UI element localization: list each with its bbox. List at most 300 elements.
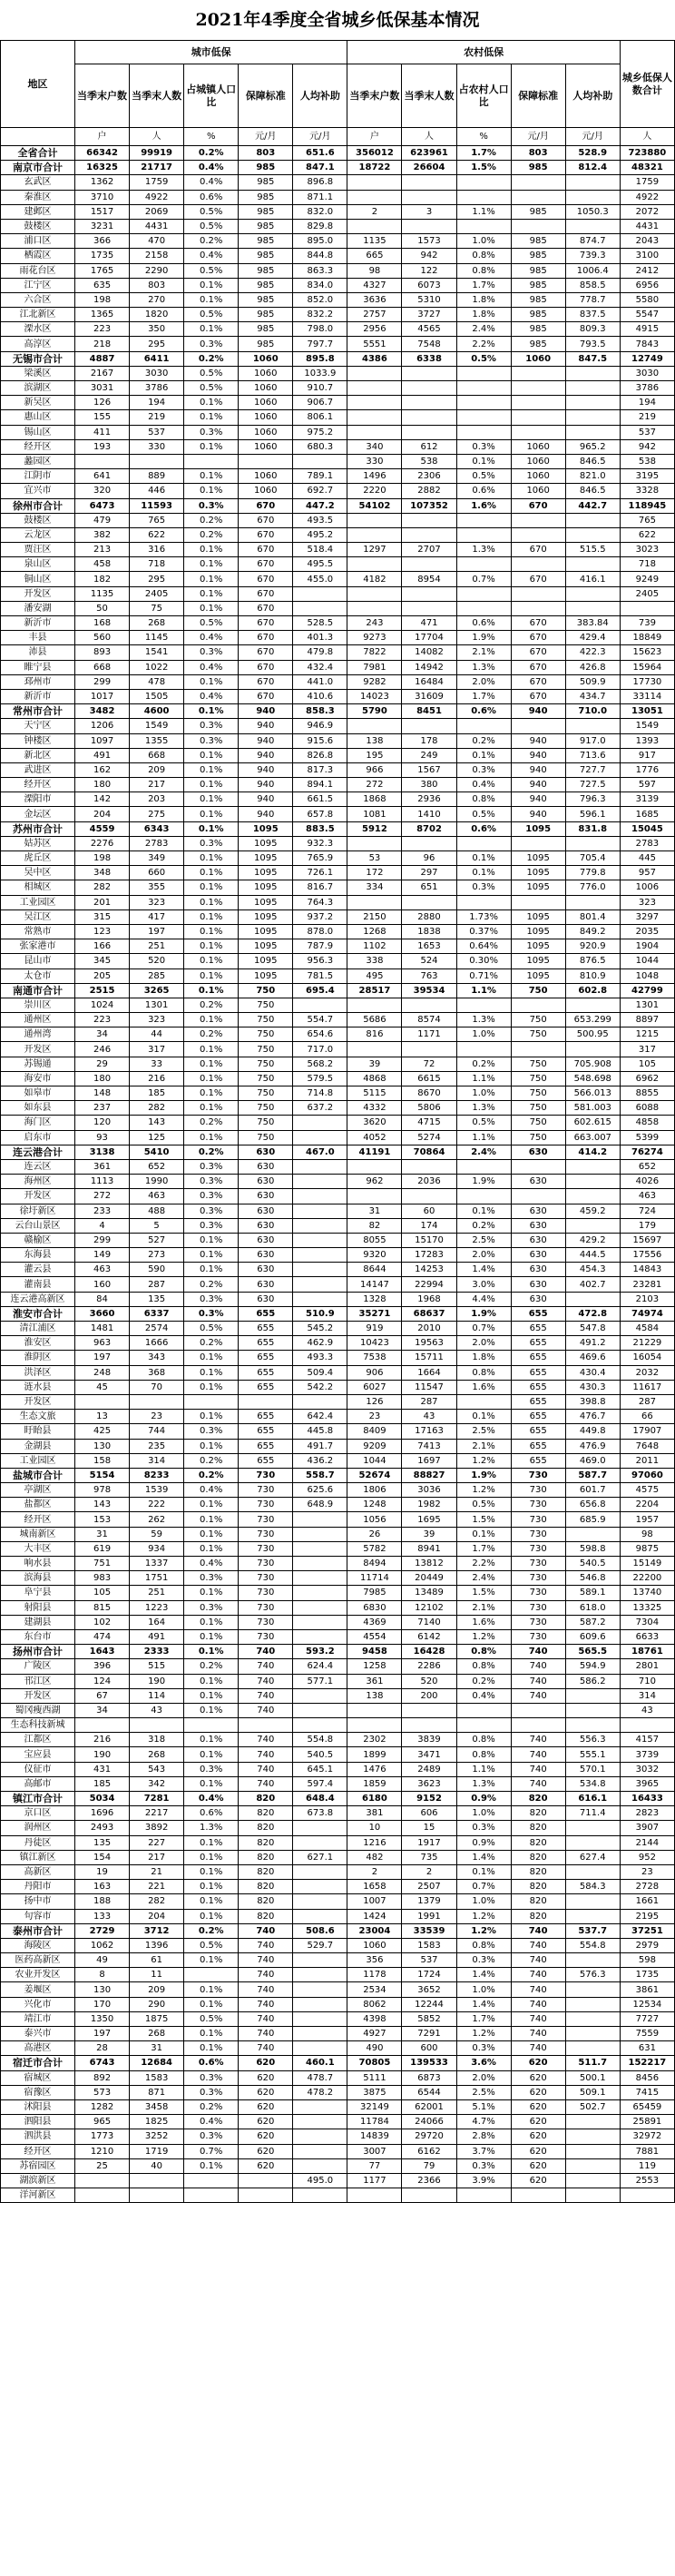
value-cell: 1838 xyxy=(402,924,456,939)
value-cell: 598.8 xyxy=(565,1541,620,1556)
value-cell: 22994 xyxy=(402,1277,456,1292)
value-cell: 740 xyxy=(239,2027,293,2041)
value-cell: 20449 xyxy=(402,1571,456,1586)
value-cell: 9320 xyxy=(347,1248,402,1263)
value-cell: 16428 xyxy=(402,1645,456,1659)
value-cell: 1393 xyxy=(620,733,674,748)
value-cell: 597.4 xyxy=(293,1776,347,1791)
value-cell: 1751 xyxy=(130,1571,184,1586)
value-cell: 3875 xyxy=(347,2085,402,2099)
value-cell: 67 xyxy=(75,1688,130,1703)
table-row xyxy=(1,2188,675,2203)
value-cell: 520 xyxy=(130,954,184,968)
value-cell xyxy=(511,719,565,733)
value-cell: 15697 xyxy=(620,1233,674,1247)
value-cell: 637.2 xyxy=(293,1101,347,1116)
value-cell: 554.8 xyxy=(565,1938,620,1952)
region-cell: 南通市合计 xyxy=(1,983,75,998)
table-row xyxy=(1,2129,675,2144)
table-row xyxy=(1,1982,675,1997)
region-cell: 梁溪区 xyxy=(1,366,75,380)
value-cell: 5547 xyxy=(620,308,674,322)
table-row xyxy=(1,1997,675,2011)
value-cell: 630 xyxy=(511,1145,565,1159)
value-cell: 1095 xyxy=(239,866,293,880)
value-cell xyxy=(402,219,456,233)
value-cell: 670 xyxy=(511,689,565,703)
value-cell: 871 xyxy=(130,2085,184,2099)
value-cell: 587.7 xyxy=(565,1468,620,1482)
value-cell: 660 xyxy=(130,866,184,880)
value-cell xyxy=(293,1527,347,1541)
value-cell xyxy=(511,557,565,572)
value-cell: 5806 xyxy=(402,1101,456,1116)
value-cell: 445.8 xyxy=(293,1424,347,1439)
value-cell: 940 xyxy=(511,807,565,821)
value-cell: 3786 xyxy=(130,381,184,396)
table-row xyxy=(1,278,675,292)
value-cell: 3139 xyxy=(620,792,674,807)
value-cell: 33539 xyxy=(402,1923,456,1938)
value-cell: 670 xyxy=(239,674,293,689)
unit-cell: 人 xyxy=(402,128,456,146)
value-cell: 1095 xyxy=(239,924,293,939)
value-cell: 1.3% xyxy=(456,660,511,674)
value-cell: 630 xyxy=(511,1277,565,1292)
region-cell: 泰州市合计 xyxy=(1,1923,75,1938)
value-cell: 0.1% xyxy=(184,1512,239,1527)
table-row xyxy=(1,1322,675,1336)
value-cell: 6180 xyxy=(347,1792,402,1806)
value-cell: 806.1 xyxy=(293,410,347,425)
value-cell: 1541 xyxy=(130,645,184,660)
value-cell: 573 xyxy=(75,2085,130,2099)
value-cell: 750 xyxy=(239,1027,293,1042)
value-cell: 641 xyxy=(75,469,130,484)
value-cell xyxy=(402,513,456,527)
table-row xyxy=(1,748,675,762)
value-cell: 2.1% xyxy=(456,1600,511,1615)
value-cell: 3786 xyxy=(620,381,674,396)
value-cell: 469.6 xyxy=(565,1351,620,1365)
region-cell: 建邺区 xyxy=(1,204,75,219)
value-cell: 940 xyxy=(239,704,293,719)
value-cell: 537 xyxy=(402,1953,456,1968)
table-row xyxy=(1,1365,675,1380)
value-cell: 154 xyxy=(75,1850,130,1864)
value-cell: 0.5% xyxy=(184,616,239,631)
value-cell: 1968 xyxy=(402,1292,456,1306)
value-cell: 15045 xyxy=(620,821,674,836)
value-cell: 730 xyxy=(511,1483,565,1498)
table-row xyxy=(1,909,675,924)
value-cell: 4026 xyxy=(620,1175,674,1189)
value-cell: 285 xyxy=(130,968,184,983)
value-cell: 8574 xyxy=(402,1013,456,1027)
value-cell: 350 xyxy=(130,322,184,337)
value-cell: 540.5 xyxy=(565,1557,620,1571)
value-cell: 295 xyxy=(130,337,184,351)
value-cell: 0.1% xyxy=(184,968,239,983)
value-cell xyxy=(347,190,402,204)
region-cell: 兴化市 xyxy=(1,1997,75,2011)
value-cell xyxy=(293,1835,347,1850)
value-cell xyxy=(347,1189,402,1204)
value-cell: 122 xyxy=(402,263,456,278)
value-cell: 668 xyxy=(130,748,184,762)
value-cell: 0.3% xyxy=(184,1175,239,1189)
value-cell: 620 xyxy=(511,2158,565,2173)
value-cell: 670 xyxy=(239,601,293,615)
value-cell: 3712 xyxy=(130,1923,184,1938)
value-cell: 4887 xyxy=(75,351,130,366)
value-cell: 816.7 xyxy=(293,880,347,895)
value-cell: 0.5% xyxy=(456,351,511,366)
value-cell: 3471 xyxy=(402,1747,456,1762)
value-cell: 602.615 xyxy=(565,1116,620,1130)
value-cell: 432.4 xyxy=(293,660,347,674)
value-cell: 0.7% xyxy=(456,1322,511,1336)
value-cell: 50 xyxy=(75,601,130,615)
value-cell: 4584 xyxy=(620,1322,674,1336)
value-cell: 2979 xyxy=(620,1938,674,1952)
value-cell: 3030 xyxy=(130,366,184,380)
value-cell: 0.7% xyxy=(456,572,511,586)
value-cell: 727.7 xyxy=(565,762,620,777)
value-cell: 17283 xyxy=(402,1248,456,1263)
value-cell: 70805 xyxy=(347,2056,402,2070)
value-cell: 2783 xyxy=(130,836,184,850)
value-cell xyxy=(511,1189,565,1204)
value-cell xyxy=(293,1821,347,1835)
value-cell: 0.2% xyxy=(456,1057,511,1071)
table-row xyxy=(1,2041,675,2056)
value-cell xyxy=(565,2011,620,2026)
value-cell: 0.1% xyxy=(184,1615,239,1629)
value-cell: 718 xyxy=(130,557,184,572)
value-cell xyxy=(130,2188,184,2203)
value-cell: 1.2% xyxy=(456,1629,511,1644)
region-cell: 太仓市 xyxy=(1,968,75,983)
value-cell: 49 xyxy=(75,1953,130,1968)
value-cell: 779.8 xyxy=(565,866,620,880)
value-cell: 776.0 xyxy=(565,880,620,895)
value-cell: 299 xyxy=(75,674,130,689)
value-cell: 1215 xyxy=(620,1027,674,1042)
value-cell: 42799 xyxy=(620,983,674,998)
value-cell: 750 xyxy=(239,1013,293,1027)
value-cell: 942 xyxy=(402,249,456,263)
value-cell: 44 xyxy=(130,1027,184,1042)
value-cell: 670 xyxy=(239,645,293,660)
value-cell: 596.1 xyxy=(565,807,620,821)
value-cell: 459.2 xyxy=(565,1204,620,1218)
value-cell xyxy=(293,2158,347,2173)
region-cell: 湖滨新区 xyxy=(1,2173,75,2188)
region-cell: 连云港高新区 xyxy=(1,1292,75,1306)
value-cell: 670 xyxy=(239,498,293,513)
value-cell: 68637 xyxy=(402,1306,456,1321)
value-cell: 874.7 xyxy=(565,234,620,249)
region-header: 地区 xyxy=(1,41,75,128)
value-cell: 107352 xyxy=(402,498,456,513)
value-cell: 3892 xyxy=(130,1821,184,1835)
value-cell: 985 xyxy=(239,292,293,307)
value-cell: 4858 xyxy=(620,1116,674,1130)
value-cell: 96 xyxy=(402,851,456,866)
value-cell: 4927 xyxy=(347,2027,402,2041)
value-cell: 730 xyxy=(239,1571,293,1586)
value-cell: 268 xyxy=(130,616,184,631)
table-row xyxy=(1,366,675,380)
value-cell: 740 xyxy=(239,1747,293,1762)
value-cell: 631 xyxy=(620,2041,674,2056)
value-cell: 892 xyxy=(75,2070,130,2085)
value-cell: 1060 xyxy=(239,439,293,454)
value-cell: 7981 xyxy=(347,660,402,674)
value-cell: 985 xyxy=(239,190,293,204)
region-cell: 宿豫区 xyxy=(1,2085,75,2099)
table-row xyxy=(1,1659,675,1674)
value-cell: 778.7 xyxy=(565,292,620,307)
value-cell: 1206 xyxy=(75,719,130,733)
value-cell: 1957 xyxy=(620,1512,674,1527)
value-cell: 3.0% xyxy=(456,1277,511,1292)
value-cell: 0.3% xyxy=(184,2070,239,2085)
value-cell: 1060 xyxy=(239,351,293,366)
value-cell: 495.5 xyxy=(293,557,347,572)
value-cell: 711.4 xyxy=(565,1806,620,1821)
value-cell: 2366 xyxy=(402,2173,456,2188)
value-cell: 0.3% xyxy=(184,836,239,850)
region-cell: 天宁区 xyxy=(1,719,75,733)
value-cell: 670 xyxy=(511,543,565,557)
value-cell: 1653 xyxy=(402,939,456,954)
value-cell: 88827 xyxy=(402,1468,456,1482)
value-cell: 2507 xyxy=(402,1880,456,1894)
value-cell: 509.4 xyxy=(293,1365,347,1380)
value-cell: 906.7 xyxy=(293,396,347,410)
value-cell: 803 xyxy=(239,146,293,161)
region-cell: 洪泽区 xyxy=(1,1365,75,1380)
value-cell xyxy=(293,1864,347,1879)
value-cell xyxy=(293,586,347,601)
value-cell: 820 xyxy=(511,1850,565,1864)
value-cell: 8451 xyxy=(402,704,456,719)
value-cell: 2.2% xyxy=(456,337,511,351)
value-cell: 670 xyxy=(239,689,293,703)
value-cell xyxy=(293,1953,347,1968)
unit-cell: 元/月 xyxy=(511,128,565,146)
value-cell xyxy=(565,836,620,850)
value-cell: 18849 xyxy=(620,631,674,645)
value-cell: 1060 xyxy=(239,381,293,396)
table-row xyxy=(1,572,675,586)
value-cell: 538 xyxy=(402,454,456,468)
value-cell xyxy=(402,586,456,601)
value-cell: 1095 xyxy=(239,939,293,954)
value-cell: 16433 xyxy=(620,1792,674,1806)
value-cell: 2072 xyxy=(620,204,674,219)
value-cell: 14023 xyxy=(347,689,402,703)
value-cell: 1.9% xyxy=(456,1175,511,1189)
value-cell: 472.8 xyxy=(565,1306,620,1321)
value-cell: 102 xyxy=(75,1615,130,1629)
region-cell: 苏锡通 xyxy=(1,1057,75,1071)
table-row xyxy=(1,1747,675,1762)
region-cell: 沭阳县 xyxy=(1,2099,75,2114)
value-cell: 299 xyxy=(75,1233,130,1247)
unit-cell: % xyxy=(184,128,239,146)
value-cell: 12684 xyxy=(130,2056,184,2070)
value-cell: 740 xyxy=(239,1703,293,1717)
value-cell: 654.6 xyxy=(293,1027,347,1042)
value-cell: 0.2% xyxy=(184,1277,239,1292)
value-cell: 270 xyxy=(130,292,184,307)
value-cell: 8855 xyxy=(620,1086,674,1101)
value-cell: 476.9 xyxy=(565,1439,620,1453)
table-row xyxy=(1,1175,675,1189)
region-cell: 盐城市合计 xyxy=(1,1468,75,1482)
value-cell: 714.8 xyxy=(293,1086,347,1101)
value-cell: 593.2 xyxy=(293,1645,347,1659)
region-cell: 赣榆区 xyxy=(1,1233,75,1247)
value-cell: 53 xyxy=(347,851,402,866)
value-cell: 3623 xyxy=(402,1776,456,1791)
value-cell: 1.8% xyxy=(456,292,511,307)
value-cell: 1.73% xyxy=(456,909,511,924)
value-cell: 7413 xyxy=(402,1439,456,1453)
value-cell: 1095 xyxy=(239,895,293,909)
value-cell: 670 xyxy=(511,572,565,586)
value-cell: 0.1% xyxy=(184,1733,239,1747)
value-cell: 6962 xyxy=(620,1071,674,1086)
value-cell: 740 xyxy=(239,1997,293,2011)
value-cell: 1.2% xyxy=(456,2027,511,2041)
value-cell: 8456 xyxy=(620,2070,674,2085)
value-cell xyxy=(293,1233,347,1247)
value-cell: 43 xyxy=(620,1703,674,1717)
value-cell: 1362 xyxy=(75,175,130,190)
region-cell: 武进区 xyxy=(1,762,75,777)
table-row xyxy=(1,1864,675,1879)
value-cell: 670 xyxy=(239,586,293,601)
value-cell: 1765 xyxy=(75,263,130,278)
value-cell: 72 xyxy=(402,1057,456,1071)
table-row xyxy=(1,1586,675,1600)
value-cell: 730 xyxy=(511,1557,565,1571)
table-row xyxy=(1,762,675,777)
value-cell xyxy=(565,2041,620,2056)
value-cell: 2.4% xyxy=(456,1145,511,1159)
value-cell xyxy=(511,410,565,425)
value-cell xyxy=(293,601,347,615)
value-cell: 14942 xyxy=(402,660,456,674)
value-cell: 602.8 xyxy=(565,983,620,998)
value-cell: 204 xyxy=(130,1909,184,1923)
table-row xyxy=(1,204,675,219)
value-cell: 7648 xyxy=(620,1439,674,1453)
value-cell: 1060 xyxy=(511,469,565,484)
value-cell: 2217 xyxy=(130,1806,184,1821)
region-cell: 新吴区 xyxy=(1,396,75,410)
value-cell xyxy=(402,1703,456,1717)
value-cell: 895.8 xyxy=(293,351,347,366)
value-cell: 39534 xyxy=(402,983,456,998)
value-cell: 479 xyxy=(75,513,130,527)
value-cell: 3195 xyxy=(620,469,674,484)
region-cell: 海陵区 xyxy=(1,1938,75,1952)
value-cell xyxy=(402,1189,456,1204)
value-cell xyxy=(511,998,565,1012)
value-cell: 985 xyxy=(511,234,565,249)
value-cell: 190 xyxy=(130,1674,184,1688)
value-cell: 0.2% xyxy=(184,1116,239,1130)
value-cell: 65459 xyxy=(620,2099,674,2114)
value-cell: 320 xyxy=(75,484,130,498)
value-cell: 1056 xyxy=(347,1512,402,1527)
value-cell: 343 xyxy=(130,1351,184,1365)
value-cell: 133 xyxy=(75,1909,130,1923)
value-cell: 417 xyxy=(130,909,184,924)
value-cell: 431 xyxy=(75,1762,130,1776)
value-cell: 740 xyxy=(239,1674,293,1688)
value-cell: 1033.9 xyxy=(293,366,347,380)
value-cell: 781.5 xyxy=(293,968,347,983)
value-cell xyxy=(293,2188,347,2203)
value-cell: 14147 xyxy=(347,1277,402,1292)
value-cell: 2783 xyxy=(620,836,674,850)
value-cell: 630 xyxy=(239,1248,293,1263)
value-cell: 655 xyxy=(239,1439,293,1453)
value-cell xyxy=(565,895,620,909)
value-cell: 1282 xyxy=(75,2099,130,2114)
value-cell xyxy=(347,513,402,527)
value-cell: 750 xyxy=(511,1101,565,1116)
value-cell: 630 xyxy=(511,1175,565,1189)
value-cell: 0.1% xyxy=(184,1747,239,1762)
value-cell: 8670 xyxy=(402,1086,456,1101)
value-cell: 268 xyxy=(130,1747,184,1762)
region-cell: 润州区 xyxy=(1,1821,75,1835)
value-cell: 2011 xyxy=(620,1453,674,1468)
value-cell: 213 xyxy=(75,543,130,557)
value-cell: 1095 xyxy=(511,968,565,983)
value-cell: 3030 xyxy=(620,366,674,380)
table-row xyxy=(1,689,675,703)
value-cell xyxy=(130,2173,184,2188)
value-cell: 2823 xyxy=(620,1806,674,1821)
value-cell: 4554 xyxy=(347,1629,402,1644)
value-cell: 0.4% xyxy=(456,778,511,792)
value-cell: 740 xyxy=(511,1688,565,1703)
value-cell: 5686 xyxy=(347,1013,402,1027)
value-cell: 543 xyxy=(130,1762,184,1776)
value-cell: 2.0% xyxy=(456,1248,511,1263)
value-cell: 143 xyxy=(75,1498,130,1512)
value-cell: 0.6% xyxy=(456,616,511,631)
region-cell: 邳州市 xyxy=(1,674,75,689)
value-cell: 750 xyxy=(511,1086,565,1101)
value-cell: 0.1% xyxy=(184,1688,239,1703)
value-cell: 655 xyxy=(239,1410,293,1424)
value-cell xyxy=(511,381,565,396)
value-cell: 529.7 xyxy=(293,1938,347,1952)
value-cell: 7548 xyxy=(402,337,456,351)
value-cell: 730 xyxy=(239,1468,293,1482)
value-cell: 3252 xyxy=(130,2129,184,2144)
value-cell: 490 xyxy=(347,2041,402,2056)
